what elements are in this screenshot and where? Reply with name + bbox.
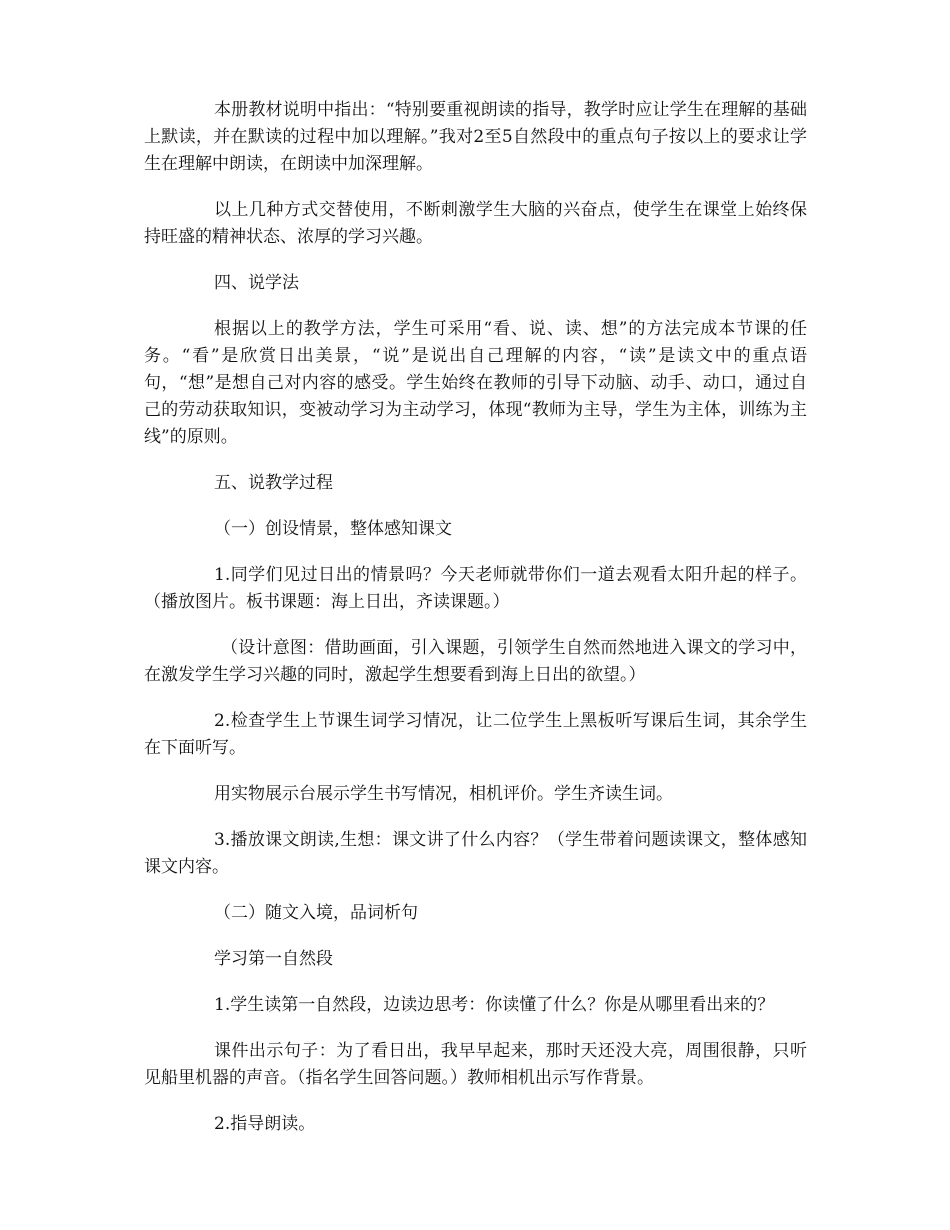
document-body [144,97,807,1157]
heading-learning-method: 四、说学法 [214,273,299,293]
paragraph-step-2: 2.检查学生上节课生词学习情况，让二位学生上黑板听写课后生词，其余学生在下面听写。 [144,711,807,758]
subheading-word-analysis: （二）随文入境，品词析句 [214,903,418,923]
paragraph-learning-method: 根据以上的教学方法，学生可采用“看、说、读、想”的方法完成本节课的任务。“看”是欣赏日出美景，“说”是说出自己理解的内容，“读”是读文中的重点语句，“想”是想自己对内容的感受。学生始终在教师的引导下动脑、动手、动口，通过自己的劳动获取知识，变被动学习为主动学习，体现“教师为主导，学生为主体，训练为主线”的原则。 [144,319,807,447]
paragraph-projector-review: 用实物展示台展示学生书写情况，相机评价。学生齐读生词。 [214,784,673,804]
heading-teaching-process: 五、说教学过程 [214,473,333,493]
heading-first-paragraph: 学习第一自然段 [214,949,333,969]
paragraph-reading-guidance: 本册教材说明中指出：“特别要重视朗读的指导，教学时应让学生在理解的基础上默读，并在默读的过程中加以理解。”我对2至5自然段中的重点句子按以上的要求让学生在理解中朗读，在朗读中加深理解。 [144,100,807,174]
paragraph-step-3: 3.播放课文朗读,生想：课文讲了什么内容？（学生带着问题读课文，整体感知课文内容。 [144,830,807,877]
paragraph-first-step-1: 1.学生读第一自然段，边读边思考：你读懂了什么？你是从哪里看出来的？ [214,995,775,1015]
paragraph-guided-reading: 2.指导朗读。 [214,1114,316,1134]
paragraph-design-intent: （设计意图：借助画面，引入课题，引领学生自然而然地进入课文的学习中，在激发学生学习兴趣的同时，激起学生想要看到海上日出的欲望。） [144,638,807,685]
paragraph-step-1: 1.同学们见过日出的情景吗？今天老师就带你们一道去观看太阳升起的样子。（播放图片。板书课题：海上日出，齐读课题。） [144,565,807,612]
subheading-create-scene: （一）创设情景，整体感知课文 [214,519,452,539]
paragraph-courseware-sentence: 课件出示句子：为了看日出，我早早起来，那时天还没大亮，周围很静，只听见船里机器的声音。（指名学生回答问题。）教师相机出示写作背景。 [144,1041,807,1088]
paragraph-methods-summary: 以上几种方式交替使用，不断刺激学生大脑的兴奋点，使学生在课堂上始终保持旺盛的精神状态、浓厚的学习兴趣。 [144,200,807,247]
